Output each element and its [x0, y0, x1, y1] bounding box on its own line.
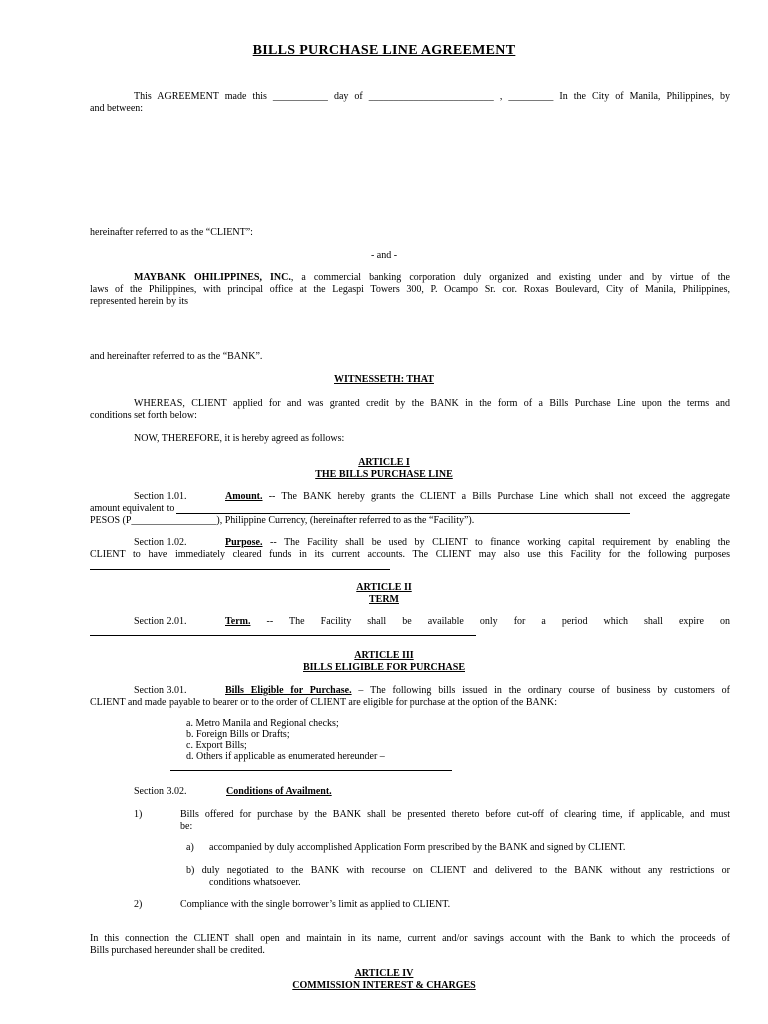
connection-line-1: In this connection the CLIENT shall open and maintain in its name, current and/or savings account with the Bank to which the proceeds of [90, 933, 730, 944]
section-3-01-line-2: CLIENT and made payable to bearer or to the order of CLIENT are eligible for purchase at the option of the BANK: [90, 697, 557, 708]
bank-desc-line-3: represented herein by its [90, 296, 189, 307]
section-2-01-line-1: Section 2.01. Term. -- The Facility shall be available only for a period which shall expire on [134, 616, 730, 627]
section-1-02-line-1: Section 1.02. Purpose. -- The Facility shall be used by CLIENT to finance working capital requirement by enabling the [134, 537, 730, 548]
document-title: BILLS PURCHASE LINE AGREEMENT [252, 43, 516, 58]
others-blank-line [170, 770, 452, 771]
connection-line-2: Bills purchased hereunder shall be credited. [90, 945, 265, 956]
now-therefore: NOW, THEREFORE, it is hereby agreed as follows: [134, 433, 345, 444]
witnesseth-heading: WITNESSETH: THAT [334, 374, 434, 385]
eligible-item-d: d. Others if applicable as enumerated hereunder – [186, 751, 385, 762]
term-blank-line [90, 635, 476, 636]
article-2-title: TERM [369, 594, 399, 605]
section-1-01-line-1: Section 1.01. Amount. -- The BANK hereby grants the CLIENT a Bills Purchase Line which shall not exceed the aggregate [134, 491, 730, 502]
bank-desc-line-1: MAYBANK OHILIPPINES, INC., a commercial banking corporation duly organized and existing under and by virtue of the [134, 272, 730, 283]
section-1-01-line-2: amount equivalent to [90, 503, 175, 514]
eligible-item-b: b. Foreign Bills or Drafts; [186, 729, 290, 740]
article-4-heading: ARTICLE IV [354, 968, 414, 979]
intro-line-1: This AGREEMENT made this ___________ day of _________________________ , _________ In the City of Manila, Philippines, by [134, 91, 730, 102]
condition-2-text: Compliance with the single borrower’s limit as applied to CLIENT. [180, 899, 451, 910]
intro-line-2: and between: [90, 103, 144, 114]
amount-blank-line [176, 513, 630, 514]
condition-b-line-1: b) duly negotiated to the BANK with recourse on CLIENT and delivered to the BANK without any restrictions or [186, 865, 730, 876]
bank-desc-line-2: laws of the Philippines, with principal office at the Legaspi Towers 300, P. Ocampo Sr. cor. Roxas Boulevard, City of Manila, Philippines, [90, 284, 730, 295]
section-3-02-title: Conditions of Availment. [226, 786, 332, 797]
section-1-02-line-2: CLIENT to have immediately cleared funds in its current accounts. The CLIENT may also use this Facility for the following purposes [90, 549, 730, 560]
whereas-line-1: WHEREAS, CLIENT applied for and was granted credit by the BANK in the form of a Bills Purchase Line upon the terms and [134, 398, 730, 409]
condition-a-number: a) [186, 842, 194, 853]
bank-name: MAYBANK OHILIPPINES, INC. [134, 272, 291, 283]
eligible-item-c: c. Export Bills; [186, 740, 247, 751]
bank-reference: and hereinafter referred to as the “BANK”. [90, 351, 263, 362]
client-reference: hereinafter referred to as the “CLIENT”: [90, 227, 253, 238]
section-1-01-line-3: PESOS (P_________________), Philippine Currency, (hereinafter referred to as the “Facility”). [90, 515, 475, 526]
condition-1-line-1: Bills offered for purchase by the BANK shall be presented thereto before cut-off of clearing time, if applicable, and must [180, 809, 730, 820]
condition-b-line-2: conditions whatsoever. [209, 877, 301, 888]
condition-a-text: accompanied by duly accomplished Application Form prescribed by the BANK and signed by CLIENT. [209, 842, 626, 853]
article-1-title: THE BILLS PURCHASE LINE [315, 469, 453, 480]
purpose-blank-line [90, 569, 390, 570]
eligible-item-a: a. Metro Manila and Regional checks; [186, 718, 339, 729]
article-4-title: COMMISSION INTEREST & CHARGES [292, 980, 476, 991]
and-separator: - and - [370, 250, 398, 261]
condition-2-number: 2) [134, 899, 143, 910]
section-3-02-number: Section 3.02. [134, 786, 187, 797]
article-3-heading: ARTICLE III [354, 650, 414, 661]
condition-1-number: 1) [134, 809, 143, 820]
article-1-heading: ARTICLE I [358, 457, 410, 468]
whereas-line-2: conditions set forth below: [90, 410, 197, 421]
condition-1-line-2: be: [180, 821, 193, 832]
article-3-title: BILLS ELIGIBLE FOR PURCHASE [303, 662, 465, 673]
section-3-01-line-1: Section 3.01. Bills Eligible for Purchase. – The following bills issued in the ordinary course of business by customers of [134, 685, 730, 696]
article-2-heading: ARTICLE II [356, 582, 412, 593]
